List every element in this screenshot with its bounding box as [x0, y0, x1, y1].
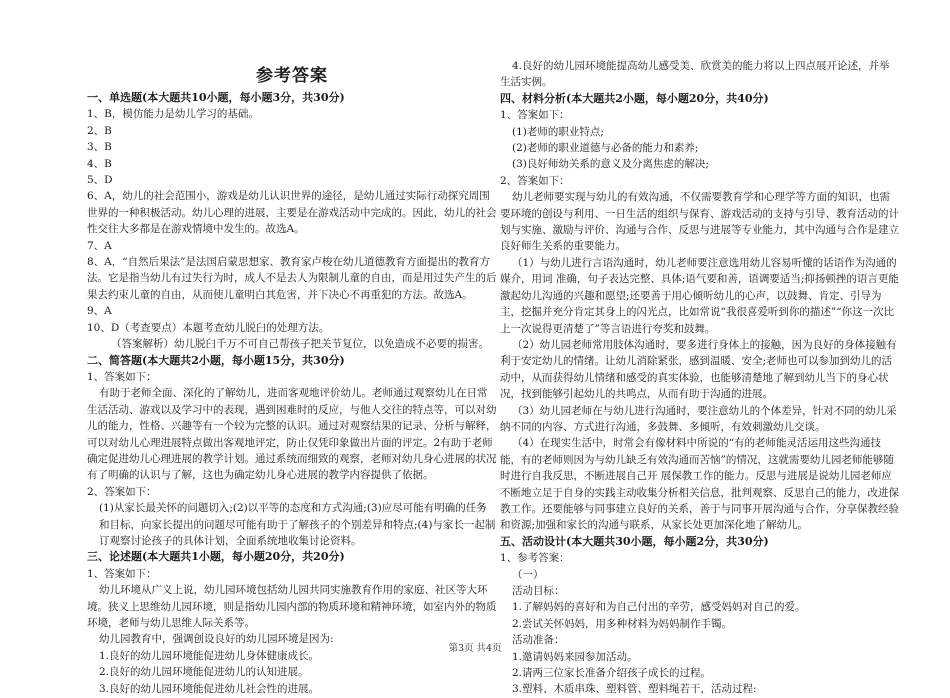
answer-line: 活动目标： — [512, 585, 565, 597]
section-heading: 二、简答题(本大题共2小题，每小题15分，共30分) — [87, 353, 345, 367]
page-footer: 第3页 共4页 — [448, 643, 502, 654]
answer-line: （2）幼儿园老师常用肢体沟通时，要多进行身体上的接触，因为良好的身体接触有利于安定幼儿的情绪。让幼儿消除紧张，感到温暖、安全;老师也可以参加到幼儿的活动中，从而获得幼儿情绪和感受的真实体验，也能够清楚地了解到幼儿当下的身心状况，找到能够引起幼儿的共鸣点，从而有助于沟通的进展。 — [500, 338, 897, 401]
left-column-body — [87, 90, 497, 697]
answer-line: 1、答案如下： — [87, 370, 157, 383]
answer-line: 2、答案如下： — [87, 485, 157, 498]
answer-line: 2.尝试关怀妈妈，用多种材料为妈妈制作手镯。 — [512, 617, 733, 630]
answer-line: 8、A，“自然后果法”是法国启蒙思想家、教育家卢梭在幼儿道德教育方面提出的教育方法。它是指当幼儿有过失行为时，成人不是去人为限制儿童的自由，而是用过失产生的后果去约束儿童的自由，从而使儿童明白其危害，并下决心不再重犯的方法。故选A。 — [87, 256, 497, 301]
answer-line: （3）幼儿园老师在与幼儿进行沟通时，要注意幼儿的个体差异，针对不同的幼儿采纳不同的内容、方式进行沟通，多鼓舞、多倾听，有效刺激幼儿交谈。 — [500, 404, 897, 433]
answer-line: 5、D — [87, 174, 113, 187]
answer-line: 1.了解妈妈的喜好和为自己付出的辛劳，感受妈妈对自己的爱。 — [512, 601, 806, 614]
answer-line: (1)老师的职业特点; — [512, 125, 604, 138]
section-heading: 一、单选题(本大题共10小题，每小题3分，共30分) — [87, 91, 345, 104]
answer-line: 1、B，模仿能力是幼儿学习的基础。 — [87, 108, 259, 121]
section-heading: 三、论述题(本大题共1小题，每小题20分，共20分) — [87, 550, 345, 564]
answer-line: 1.邀请妈妈来园参加活动。 — [512, 650, 638, 663]
answer-line: 6、A，幼儿的社会范围小，游戏是幼儿认识世界的途径，是幼儿通过实际行动探究周围世界的一种积极活动。幼儿心理的进展，主要是在游戏活动中完成的。因此，幼儿的社会性交往大多都是在游戏情境中发生的。故选A。 — [87, 190, 497, 236]
section-heading: 四、材料分析(本大题共2小题，每小题20分，共40分) — [500, 91, 769, 105]
answer-line: 3.良好的幼儿园环境能促进幼儿社会性的进展。 — [99, 682, 320, 695]
answer-line: 2.良好的幼儿园环境能促进幼儿的认知进展。 — [99, 666, 309, 679]
right-column-body — [500, 58, 900, 698]
answer-line: 3.塑料、木质串珠、塑料管、塑料绳若干，活动过程: — [512, 683, 757, 696]
answer-line: 4、B — [87, 157, 112, 170]
right-column — [500, 58, 900, 698]
answer-line: 9、A — [87, 305, 112, 318]
answer-line: （1）与幼儿进行言语沟通时，幼儿老师要注意选用幼儿容易听懂的话语作为沟通的媒介，用词 准确，句子表达完整、具体;语气要和善，语调要适当;抑扬顿挫的语言更能激起幼儿沟通的兴趣和愿望;还要善于用心倾听幼儿的心声，以鼓舞、肯定、引导为主，挖掘并充分肯定其身上的闪光点，比如常说“我很喜爱听到你的描述”“你这一次比上一次说得更清楚了”等言语进行夸奖和鼓舞。 — [500, 256, 899, 335]
answer-line: 4.良好的幼儿园环境能提高幼儿感受美、欣赏美的能力将以上四点展开论述，并举生活实例。 — [500, 60, 890, 89]
answer-line: 幼儿园教育中，强调创设良好的幼儿园环境是因为: — [99, 633, 334, 646]
answer-line: (1)从家长最关怀的问题切入;(2)以平等的态度和方式沟通;(3)应尽可能有明确的任务和目标，向家长提出的问题尽可能有助于了解孩子的个别差异和特点;(4)与家长一起制订观察讨论孩子的具体计划，全面系统地收集讨论资料。 — [99, 502, 496, 547]
answer-line: （一） — [512, 568, 544, 581]
section-heading: 五、活动设计(本大题共30小题，每小题2分，共30分) — [500, 534, 769, 548]
answer-line: 1.良好的幼儿园环境能促进幼儿身体健康成长。 — [99, 649, 320, 662]
answer-line: (3)良好师幼关系的意义及分离焦虑的解决; — [512, 158, 709, 171]
answer-line: 活动准备： — [512, 634, 565, 647]
answer-line: 幼儿环境从广义上说，幼儿园环境包括幼儿园共同实施教育作用的家庭、社区等大环境。狭义上思维幼儿园环境，则是指幼儿园内部的物质环境和精神环境，如室内外的物质环境，老师与幼儿思维人际关系等。 — [87, 584, 497, 629]
answer-line: 1、答案如下： — [87, 567, 157, 580]
answer-line: （答案解析）幼儿脱臼千万不可自己帮孩子把关节复位，以免造成不必要的损害。 — [111, 338, 489, 351]
answer-line: （4）在现实生活中，时常会有像材料中所说的“有的老师能灵活运用这些沟通技能，有的老师则因为与幼儿缺乏有效沟通而苦恼”的情况，这就需要幼儿园老师能够随时进行自我反思，不断进展自己开 展保教工作的能力。反思与进展是说幼儿园老师应不断地立足于自身的实践主动收集分析相关信息，批判观察、反思自己的能力，改进保教工作。还要能够与同事建立良好的关系，善于与同事开展沟通与合作，分享保教经验和资源;加强和家长的沟通与联系，从家长处更加深化地了解幼儿。 — [500, 437, 899, 532]
answer-line: 2、答案如下： — [500, 174, 570, 187]
page-title: 参考答案 — [256, 66, 328, 86]
answer-line: 7、A — [87, 239, 112, 252]
answer-line: 幼儿老师要实现与幼儿的有效沟通，不仅需要教育学和心理学等方面的知识，也需要环境的创设与利用、一日生活的组织与保育、游戏活动的支持与引导、教育活动的计划与实施、激励与评价、沟通与合作、反思与进展等专业能力，其中沟通与合作是建立良好师生关系的重要能力。 — [500, 191, 899, 253]
answer-line: 1、答案如下： — [500, 109, 570, 122]
answer-line: 2、B — [87, 124, 112, 137]
answer-line: 3、B — [87, 141, 112, 154]
left-column — [87, 58, 497, 697]
answer-line: (2)老师的职业道德与必备的能力和素养; — [512, 142, 699, 155]
answer-line: 有助于老师全面、深化的了解幼儿，进而客观地评价幼儿。老师通过观察幼儿在日常生活活动、游戏以及学习中的表现，遇到困难时的反应，与他人交往的特点等，可以对幼儿的能力，性格、兴趣等有一个较为完整的认识。通过对观察结果的记录、分析与解释，可以对幼儿心理进展特点做出客观地评定，防止仅凭印象做出片面的评定。2有助于老师确定促进幼儿心理进展的教学计划。通过系统而细致的观察，老师对幼儿身心进展的状况有了明确的认识与了解，这也为确定幼儿身心进展的教学内容提供了依据。 — [87, 387, 497, 482]
answer-line: 10、D（考查要点）本题考查幼儿脱臼的处理方法。 — [87, 321, 330, 334]
answer-line: 2.请两三位家长准备介绍孩子成长的过程。 — [512, 667, 712, 680]
answer-line: 1、参考答案： — [500, 552, 570, 565]
